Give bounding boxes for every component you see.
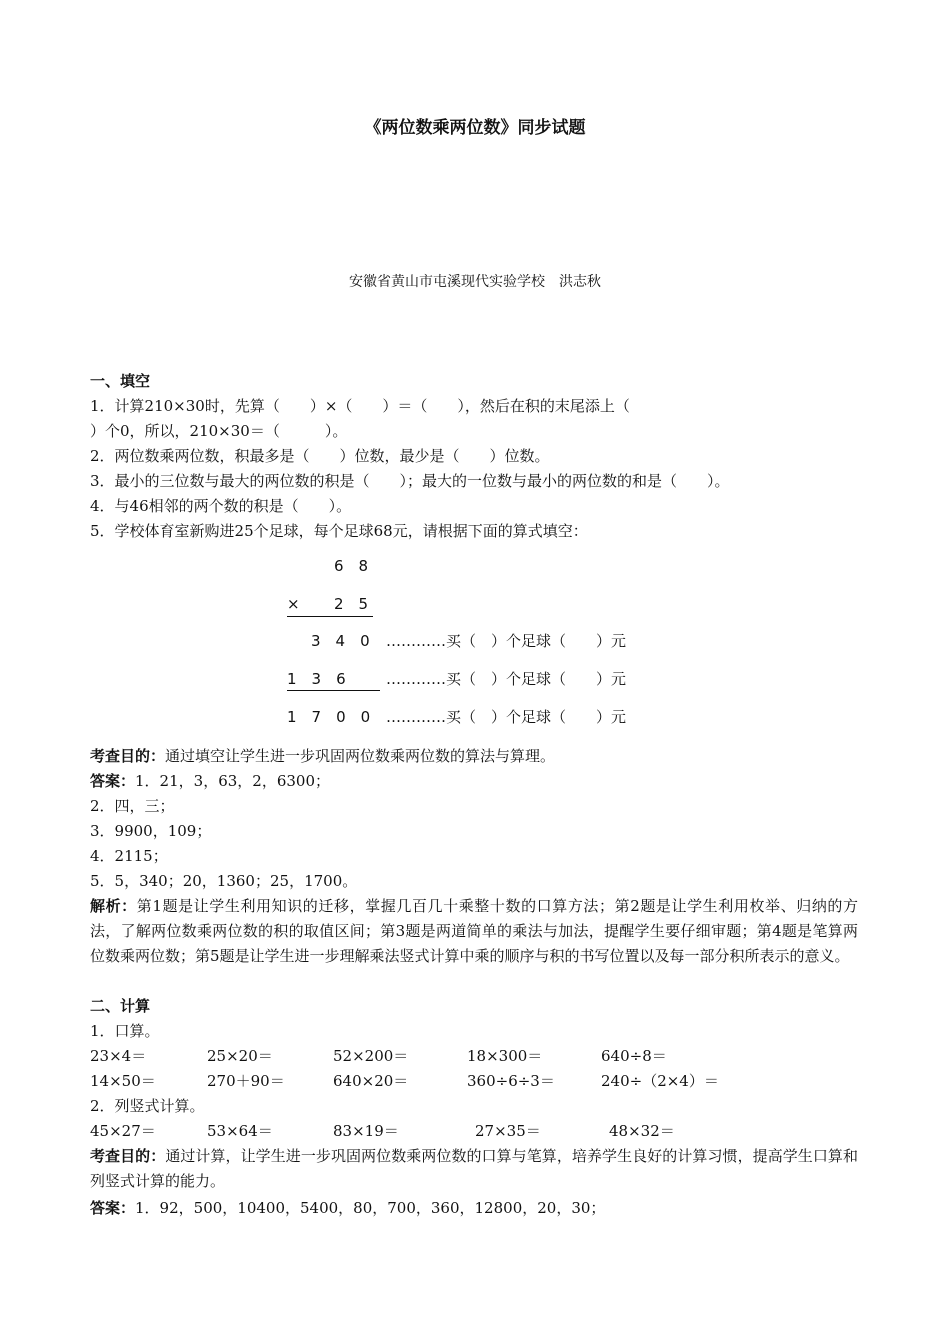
oral-item: 14×50＝ — [90, 1072, 156, 1090]
vertical-item: 27×35＝ — [475, 1122, 541, 1140]
oral-item: 360÷6÷3＝ — [467, 1072, 555, 1090]
oral-item: 270＋90＝ — [207, 1072, 285, 1090]
question-3: 3．最小的三位数与最大的两位数的积是（ ）；最大的一位数与最小的两位数的和是（ ）。 — [90, 472, 730, 490]
oral-item: 640÷8＝ — [601, 1047, 667, 1065]
analysis-label: 解析： — [90, 897, 137, 915]
calc-row-multiplicand: 6 8 — [334, 557, 369, 575]
answer-4: 4．2115； — [90, 847, 168, 865]
vertical-item: 83×19＝ — [333, 1122, 399, 1140]
oral-item: 640×20＝ — [333, 1072, 409, 1090]
answer-label: 答案： — [90, 1199, 136, 1217]
author-line: 安徽省黄山市屯溪现代实验学校 洪志秋 — [349, 274, 601, 290]
answer-5: 5．5，340；20，1360；25，1700。 — [90, 872, 358, 890]
answer-1 — [90, 769, 330, 793]
calc-underline-1 — [287, 616, 373, 617]
question-2: 2．两位数乘两位数，积最多是（ ）位数，最少是（ ）位数。 — [90, 447, 550, 465]
purpose-label: 考查目的： — [90, 1147, 166, 1165]
question-1-line-b: ）个0，所以，210×30＝（ ）。 — [90, 422, 348, 440]
question-4: 4．与46相邻的两个数的积是（ ）。 — [90, 497, 352, 515]
calc-row-multiplier: 2 5 — [334, 595, 369, 613]
analysis-text: 第1题是让学生利用知识的迁移，掌握几百几十乘整十数的口算方法；第2题是让学生利用枚举、归纳的方法，了解两位数乘两位数的积的取值区间；第3题是两道简单的乘法与加法，提醒学生要仔细审题；第4题是笔算两位数乘两位数；第5题是让学生进一步理解乘法竖式计算中乘的顺序与积的书写位置以及每一部分积所表示的意义。 — [90, 897, 858, 965]
vertical-item: 48×32＝ — [609, 1122, 675, 1140]
vertical-item: 53×64＝ — [207, 1122, 273, 1140]
calc-fill-1: …………买（ ）个足球（ ）元 — [386, 632, 627, 650]
page-title: 《两位数乘两位数》同步试题 — [364, 118, 586, 138]
answer-2: 2．四，三； — [90, 797, 175, 815]
vertical-item: 45×27＝ — [90, 1122, 156, 1140]
oral-item: 23×4＝ — [90, 1047, 147, 1065]
analysis-paragraph — [90, 894, 858, 969]
oral-calc-title: 1．口算。 — [90, 1022, 160, 1040]
calc-row-partial-1: 3 4 0 — [311, 632, 370, 650]
calc-fill-3: …………买（ ）个足球（ ）元 — [386, 708, 627, 726]
vertical-calc-title: 2．列竖式计算。 — [90, 1097, 205, 1115]
question-5: 5．学校体育室新购进25个足球，每个足球68元，请根据下面的算式填空： — [90, 522, 588, 540]
purpose-2-paragraph — [90, 1144, 858, 1194]
question-1-line-a: 1．计算210×30时，先算（ ）×（ ）＝（ ），然后在积的末尾添上（ — [90, 397, 630, 415]
answer-3: 3．9900，109； — [90, 822, 212, 840]
answer-text: 1．21，3，63，2，6300； — [135, 772, 330, 790]
answer-text: 1．92，500，10400，5400，80，700，360，12800，20，30； — [135, 1199, 606, 1217]
purpose-text: 通过填空让学生进一步巩固两位数乘两位数的算法与算理。 — [165, 747, 556, 765]
purpose-1 — [90, 744, 555, 768]
oral-item: 240÷（2×4）＝ — [601, 1072, 719, 1090]
section-heading-calc: 二、计算 — [90, 997, 151, 1015]
calc-underline-2 — [287, 690, 380, 691]
calc-times-sign: × — [287, 595, 300, 613]
purpose-text: 通过计算，让学生进一步巩固两位数乘两位数的口算与笔算，培养学生良好的计算习惯，提高学生口算和列竖式计算的能力。 — [90, 1147, 858, 1190]
section-heading-fill: 一、填空 — [90, 372, 151, 390]
answer-label: 答案： — [90, 772, 136, 790]
calc-row-product: 1 7 0 0 — [287, 708, 371, 726]
purpose-label: 考查目的： — [90, 747, 166, 765]
oral-item: 52×200＝ — [333, 1047, 409, 1065]
oral-item: 25×20＝ — [207, 1047, 273, 1065]
answer-section-2 — [90, 1196, 605, 1220]
calc-row-partial-2: 1 3 6 — [287, 670, 346, 688]
oral-item: 18×300＝ — [467, 1047, 543, 1065]
calc-fill-2: …………买（ ）个足球（ ）元 — [386, 670, 627, 688]
